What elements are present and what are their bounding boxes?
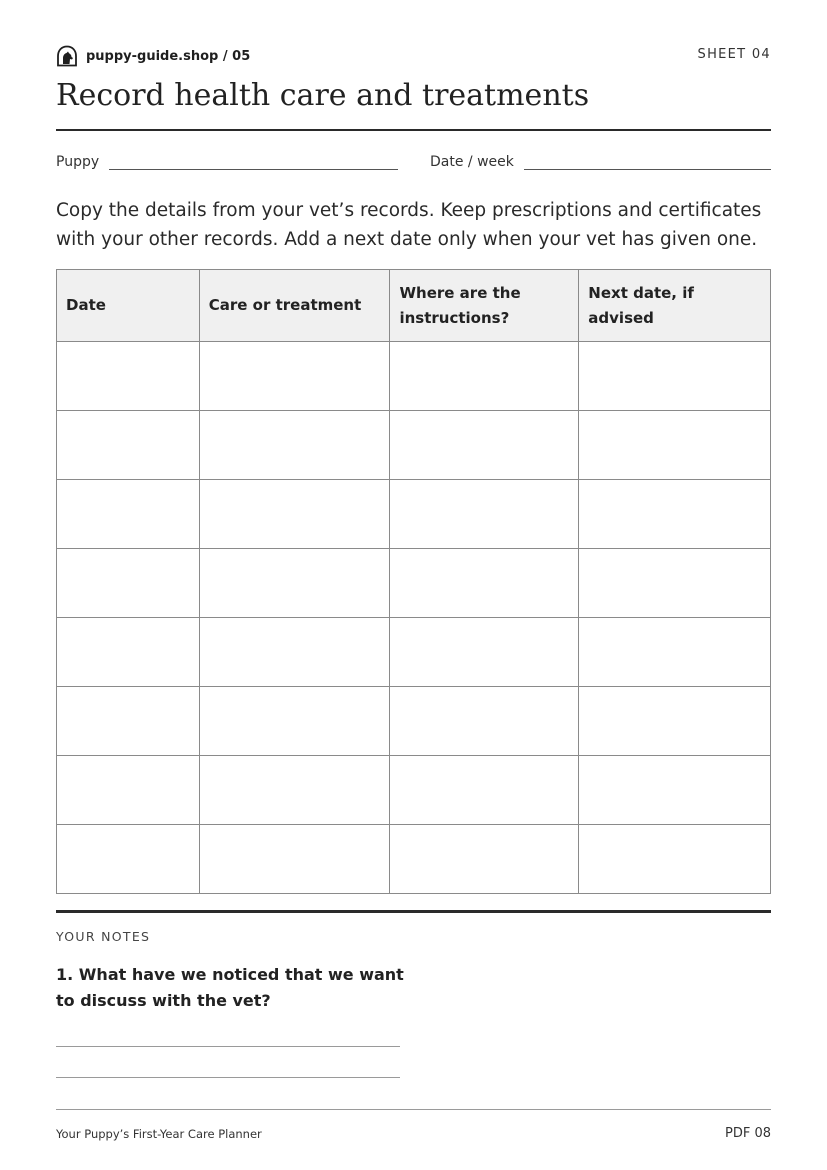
table-cell[interactable] bbox=[199, 480, 390, 549]
table-cell[interactable] bbox=[579, 480, 771, 549]
table-cell[interactable] bbox=[57, 756, 200, 825]
table-cell[interactable] bbox=[57, 480, 200, 549]
table-cell[interactable] bbox=[57, 618, 200, 687]
table-row bbox=[57, 480, 771, 549]
table-cell[interactable] bbox=[579, 618, 771, 687]
notes-heading: YOUR NOTES bbox=[56, 929, 151, 944]
table-cell[interactable] bbox=[199, 756, 390, 825]
title-divider bbox=[56, 129, 771, 131]
column-header-care: Care or treatment bbox=[199, 270, 390, 342]
table-row bbox=[57, 618, 771, 687]
table-cell[interactable] bbox=[199, 825, 390, 894]
date-week-write-line[interactable] bbox=[524, 156, 771, 170]
table-cell[interactable] bbox=[579, 825, 771, 894]
table-cell[interactable] bbox=[199, 342, 390, 411]
table-cell[interactable] bbox=[199, 618, 390, 687]
table-row bbox=[57, 687, 771, 756]
table-row bbox=[57, 411, 771, 480]
dog-head-icon bbox=[56, 45, 78, 67]
table-cell[interactable] bbox=[390, 342, 579, 411]
date-week-label: Date / week bbox=[430, 154, 514, 170]
table-header-row bbox=[57, 270, 771, 342]
table-row bbox=[57, 825, 771, 894]
table-cell[interactable] bbox=[579, 549, 771, 618]
table-cell[interactable] bbox=[579, 411, 771, 480]
puppy-write-line[interactable] bbox=[109, 156, 398, 170]
footer-divider bbox=[56, 1109, 771, 1110]
table-cell[interactable] bbox=[390, 756, 579, 825]
puppy-field[interactable] bbox=[56, 154, 398, 170]
table-cell[interactable] bbox=[390, 618, 579, 687]
table-cell[interactable] bbox=[390, 480, 579, 549]
puppy-label: Puppy bbox=[56, 154, 100, 170]
table-row bbox=[57, 756, 771, 825]
table-cell[interactable] bbox=[390, 825, 579, 894]
notes-write-line[interactable] bbox=[56, 1046, 400, 1047]
brand-text: puppy-guide.shop / 05 bbox=[86, 48, 251, 64]
table-cell[interactable] bbox=[57, 825, 200, 894]
table-row bbox=[57, 342, 771, 411]
column-header-next-date: Next date, if advised bbox=[579, 270, 771, 342]
health-record-table bbox=[56, 269, 771, 894]
table-cell[interactable] bbox=[57, 411, 200, 480]
table-cell[interactable] bbox=[57, 687, 200, 756]
table-cell[interactable] bbox=[579, 342, 771, 411]
footer-page-label: PDF 08 bbox=[724, 1126, 771, 1141]
table-cell[interactable] bbox=[390, 549, 579, 618]
table-cell[interactable] bbox=[390, 411, 579, 480]
footer-title: Your Puppy’s First-Year Care Planner bbox=[56, 1127, 262, 1141]
table-cell[interactable] bbox=[199, 411, 390, 480]
page-title: Record health care and treatments bbox=[56, 78, 590, 113]
table-cell[interactable] bbox=[57, 342, 200, 411]
notes-write-line[interactable] bbox=[56, 1077, 400, 1078]
table-cell[interactable] bbox=[57, 549, 200, 618]
notes-divider bbox=[56, 910, 771, 913]
column-header-instructions: Where are the instructions? bbox=[390, 270, 579, 342]
date-week-field[interactable] bbox=[430, 154, 771, 170]
table-cell[interactable] bbox=[579, 687, 771, 756]
brand bbox=[56, 45, 250, 67]
table-row bbox=[57, 549, 771, 618]
table-cell[interactable] bbox=[579, 756, 771, 825]
column-header-date: Date bbox=[57, 270, 200, 342]
table-cell[interactable] bbox=[199, 549, 390, 618]
intro-text: Copy the details from your vet’s records. Keep prescriptions and certificates with your other records. Add a next date only when your vet has given one. bbox=[56, 200, 762, 250]
table-cell[interactable] bbox=[199, 687, 390, 756]
table-cell[interactable] bbox=[390, 687, 579, 756]
notes-question: 1. What have we noticed that we want to discuss with the vet? bbox=[56, 965, 404, 1010]
sheet-label: SHEET 04 bbox=[697, 47, 771, 62]
